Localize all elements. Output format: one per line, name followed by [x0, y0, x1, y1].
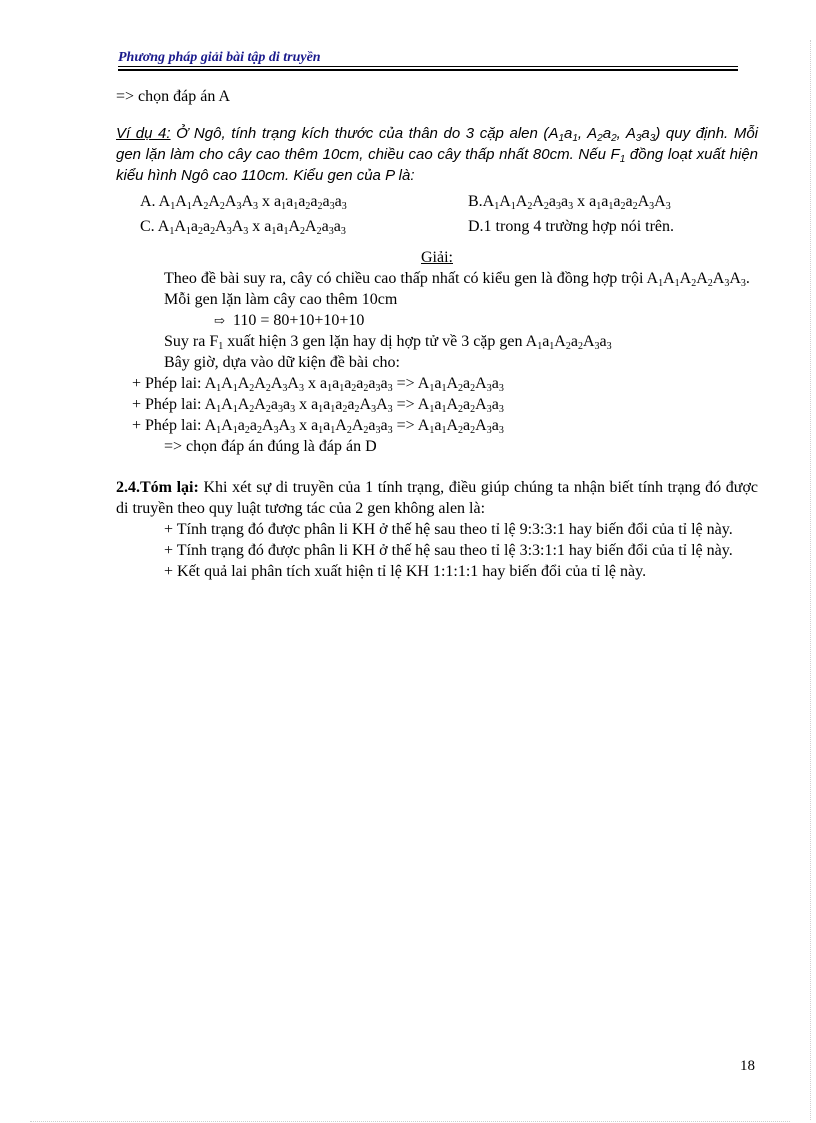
example-text-2: ) quy định. Mỗi gen lặn làm cho cây cao thêm 10cm, chiều cao cây thấp nhất 80cm. Nếu F	[116, 125, 758, 163]
cross-list	[116, 373, 758, 436]
cross-line: + Phép lai: $A_1A_1A_2A_2a_3a_3$ x $a_1a_1a_2a_2A_3A_3 => A_1a_1A_2a_2A_3a_3$	[132, 396, 504, 415]
example-alleles: $A_1a_1$, $A_2a_2$, $A_3a_3$	[548, 125, 656, 144]
example-f-sub: 1	[619, 154, 626, 165]
header-rule-thick	[118, 69, 738, 71]
implies-arrow-icon: ⇨	[214, 313, 225, 328]
solution-line-1: Theo đề bài suy ra, cây có chiều cao thấp nhất có kiểu gen là đồng hợp trội $A_1A_1A_2A_2A_3A_3$.	[164, 270, 750, 289]
example-paragraph	[116, 123, 758, 186]
summary-item-3: + Kết quả lai phân tích xuất hiện tỉ lệ KH 1:1:1:1 hay biến đổi của tỉ lệ này.	[164, 563, 647, 580]
solution-line-2: Mỗi gen lặn làm cây cao thêm 10cm	[164, 291, 398, 308]
solution-title: Giải:	[421, 249, 453, 266]
solution-line-4: Suy ra $F_1$ xuất hiện 3 gen lặn hay dị hợp tử về 3 cặp gen $A_1a_1A_2a_2A_3a_3$	[164, 333, 612, 352]
option-b: $B.A_1A_1A_2A_2a_3a_3$ x $a_1a_1a_2a_2A_3A_3$	[468, 193, 671, 212]
option-d: D.1 trong 4 trường hợp nói trên.	[468, 218, 675, 235]
cross-line: + Phép lai: $A_1A_1A_2A_2A_3A_3$ x $a_1a_1a_2a_2a_3a_3 => A_1a_1A_2a_2A_3a_3$	[132, 375, 504, 394]
header-rule-thin	[118, 66, 738, 67]
solution-line-5: Bây giờ, dựa vào dữ kiện đề bài cho:	[164, 354, 400, 371]
summary-item-1: + Tính trạng đó được phân li KH ở thế hệ sau theo tỉ lệ 9:3:3:1 hay biến đổi của tỉ lệ này.	[164, 521, 733, 538]
answer-options	[116, 191, 758, 237]
summary-title: 2.4.Tóm lại:	[116, 479, 199, 496]
option-c: C. $A_1A_1a_2a_2A_3A_3$ x $a_1a_1A_2A_2a_3a_3$	[140, 218, 346, 237]
summary-paragraph	[116, 477, 758, 519]
intro-answer: => chọn đáp án A	[116, 88, 231, 105]
page-header	[118, 50, 738, 66]
header-title: Phương pháp giải bài tập di truyền	[118, 50, 321, 65]
summary-item-2: + Tính trạng đó được phân li KH ở thế hệ sau theo tỉ lệ 3:3:1:1 hay biến đổi của tỉ lệ này.	[164, 542, 733, 559]
summary-intro: Khi xét sự di truyền của 1 tính trạng, điều giúp chúng ta nhận biết tính trạng đó được di truyền theo quy luật tương tác của 2 gen không alen là:	[116, 479, 759, 517]
page-number: 18	[740, 1058, 755, 1074]
option-a: A. $A_1A_1A_2A_2A_3A_3$ x $a_1a_1a_2a_2a_3a_3$	[140, 193, 347, 212]
example-text-1: Ở Ngô, tính trạng kích thước của thân do 3 cặp alen (	[170, 125, 549, 142]
page-bottom-border	[30, 1121, 790, 1122]
example-label: Ví dụ 4:	[116, 125, 171, 142]
solution-line-3: ⇨ 110 = 80+10+10+10	[214, 312, 365, 329]
example-text-3: đồng loạt xuất hiện kiểu hình Ngô cao 110cm. Kiểu gen của P là:	[116, 146, 759, 184]
page-right-border	[810, 40, 811, 1120]
solution-conclusion: => chọn đáp án đúng là đáp án D	[164, 438, 377, 455]
cross-line: + Phép lai: $A_1A_1a_2a_2A_3A_3$ x $a_1a_1A_2A_2a_3a_3 => A_1a_1A_2a_2A_3a_3$	[132, 417, 504, 436]
page-content	[116, 86, 758, 582]
